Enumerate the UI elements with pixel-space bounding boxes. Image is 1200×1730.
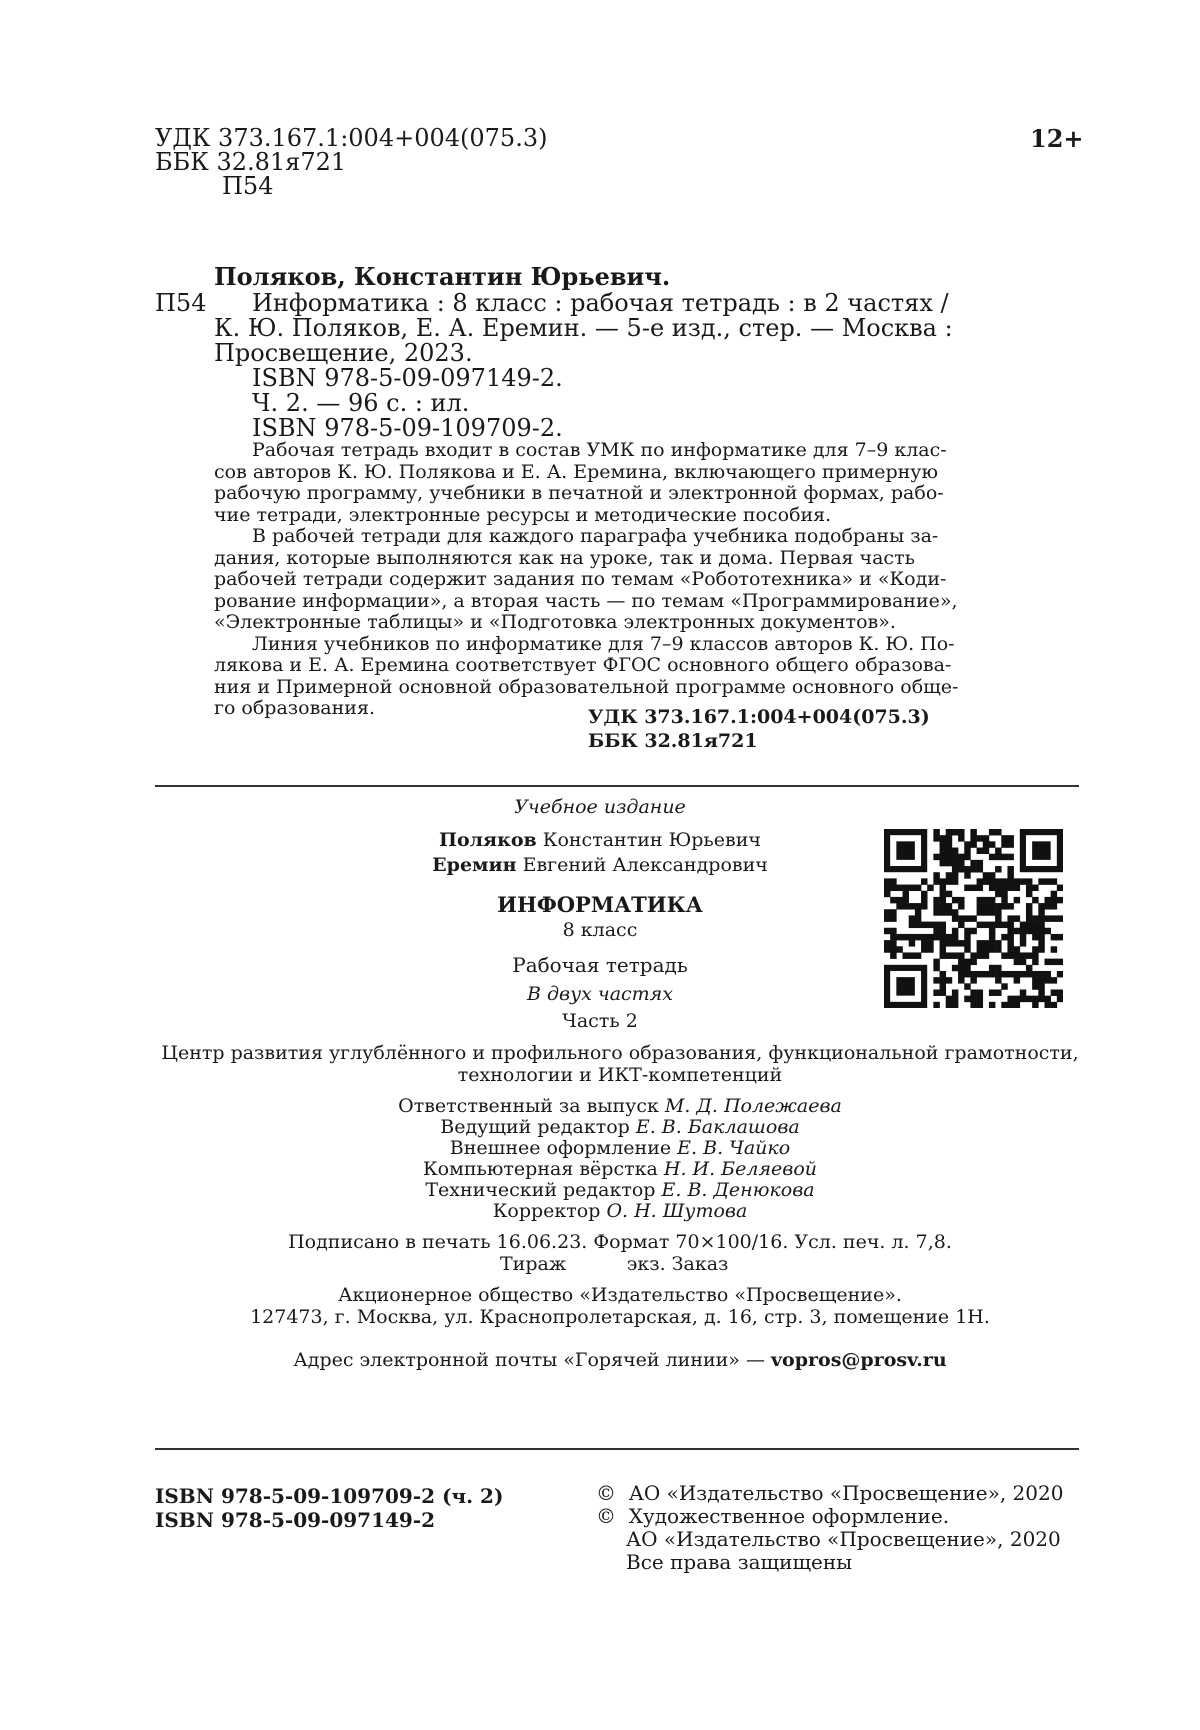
staff-name: Е. В. Денюкова [661, 1179, 815, 1201]
isbn-part: ISBN 978-5-09-109709-2 (ч. 2) [155, 1484, 504, 1508]
staff-name: Е. В. Чайко [677, 1137, 791, 1159]
staff-name: Е. В. Баклашова [635, 1116, 800, 1138]
email-prefix: Адрес электронной почты «Горячей линии» — [293, 1349, 772, 1371]
annotation-line: го образования. [214, 697, 375, 719]
staff-role: Корректор [492, 1200, 601, 1222]
staff-row [160, 1200, 1080, 1222]
edition-type: Учебное издание [514, 796, 686, 818]
grade: 8 класс [562, 919, 638, 941]
annotation-line: В рабочей тетради для каждого параграфа учебника подобраны за- [252, 525, 939, 547]
record-title-line: Просвещение, 2023. [214, 339, 473, 367]
bbk-code-right: ББК 32.81я721 [588, 730, 758, 752]
staff-role: Технический редактор [425, 1179, 656, 1201]
udk-code: УДК 373.167.1:004+004(075.3) [155, 124, 548, 152]
record-title-line: Информатика : 8 класс : рабочая тетрадь : в 2 частях / [252, 289, 949, 317]
book-type: Рабочая тетрадь [512, 953, 688, 977]
isbn-set: ISBN 978-5-09-097149-2 [155, 1508, 436, 1532]
staff-row [160, 1095, 1080, 1117]
author-1-surname: Поляков [439, 829, 537, 851]
udk-code-right: УДК 373.167.1:004+004(075.3) [588, 706, 930, 728]
annotation-line: сов авторов К. Ю. Полякова и Е. А. Еремина, включающего примерную [214, 460, 939, 483]
author-1 [420, 829, 780, 851]
staff-name: Н. И. Беляевой [663, 1158, 818, 1180]
publisher-address: 127473, г. Москва, ул. Краснопролетарская, д. 16, стр. 3, помещение 1Н. [250, 1306, 990, 1328]
staff-role: Компьютерная вёрстка [422, 1158, 658, 1180]
staff-name: М. Д. Полежаева [664, 1095, 842, 1117]
record-title-line: К. Ю. Поляков, Е. А. Еремин. — 5-е изд., стер. — Москва : [214, 314, 953, 342]
annotation-line: рование информации», а вторая часть — по темам «Программирование», [214, 589, 958, 612]
age-rating: 12+ [1030, 124, 1084, 153]
copyright-1: © АО «Издательство «Просвещение», 2020 [596, 1481, 1064, 1505]
annotation-line: «Электронные таблицы» и «Подготовка электронных документов». [214, 611, 896, 633]
author-mark: П54 [222, 172, 274, 200]
print-info: Подписано в печать 16.06.23. Формат 70×100/16. Усл. печ. л. 7,8. [288, 1231, 952, 1253]
center-line: технологии и ИКТ-компетенций [457, 1064, 783, 1086]
qr-code [884, 829, 1063, 1008]
tirage-info: Тираж экз. Заказ [500, 1253, 729, 1275]
author-2-surname: Еремин [432, 854, 517, 876]
hotline-email [160, 1349, 1080, 1371]
author-1-name: Константин Юрьевич [542, 829, 761, 851]
staff-name: О. Н. Шутова [606, 1200, 748, 1222]
email-address: vopros@prosv.ru [771, 1349, 947, 1371]
staff-role: Внешнее оформление [449, 1137, 672, 1159]
staff-row [160, 1116, 1080, 1138]
annotation-line: дания, которые выполняются как на уроке, так и дома. Первая часть [214, 546, 915, 569]
annotation-line: Линия учебников по информатике для 7–9 классов авторов К. Ю. По- [252, 632, 955, 655]
record-isbn: ISBN 978-5-09-097149-2. [252, 364, 563, 392]
annotation-line: чие тетради, электронные ресурсы и методические пособия. [214, 503, 832, 526]
annotation-line: рабочей тетради содержит задания по темам «Робототехника» и «Коди- [214, 568, 947, 590]
part-number: Часть 2 [562, 1010, 638, 1032]
staff-role: Ведущий редактор [440, 1116, 630, 1138]
staff-role: Ответственный за выпуск [398, 1095, 659, 1117]
author-2-name: Евгений Александрович [522, 854, 768, 876]
rights-reserved: Все права защищены [626, 1550, 853, 1574]
record-part: Ч. 2. — 96 с. : ил. [252, 389, 470, 417]
publisher-name: Акционерное общество «Издательство «Просвещение». [338, 1284, 902, 1306]
center-line: Центр развития углублённого и профильного образования, функциональной грамотности, [161, 1042, 1079, 1064]
staff-row [160, 1137, 1080, 1159]
record-mark: П54 [155, 289, 207, 317]
annotation-line: Рабочая тетрадь входит в состав УМК по информатике для 7–9 клас- [252, 439, 947, 461]
staff-row [160, 1179, 1080, 1201]
bbk-code: ББК 32.81я721 [155, 148, 347, 176]
annotation-line: ния и Примерной основной образовательной программе основного обще- [214, 675, 959, 698]
annotation-line: лякова и Е. А. Еремина соответствует ФГОС основного общего образова- [214, 654, 952, 676]
divider-top [155, 785, 1079, 787]
staff-row [160, 1158, 1080, 1180]
copyright-3: АО «Издательство «Просвещение», 2020 [626, 1527, 1061, 1551]
book-title: ИНФОРМАТИКА [497, 892, 703, 917]
annotation-line: рабочую программу, учебники в печатной и электронной формах, рабо- [214, 482, 944, 504]
divider-bottom [155, 1448, 1079, 1450]
author-heading: Поляков, Константин Юрьевич. [214, 262, 671, 291]
copyright-2: © Художественное оформление. [596, 1504, 950, 1528]
author-2 [420, 854, 780, 876]
record-isbn-part: ISBN 978-5-09-109709-2. [252, 414, 563, 442]
parts: В двух частях [527, 983, 673, 1005]
annotation [214, 439, 959, 720]
